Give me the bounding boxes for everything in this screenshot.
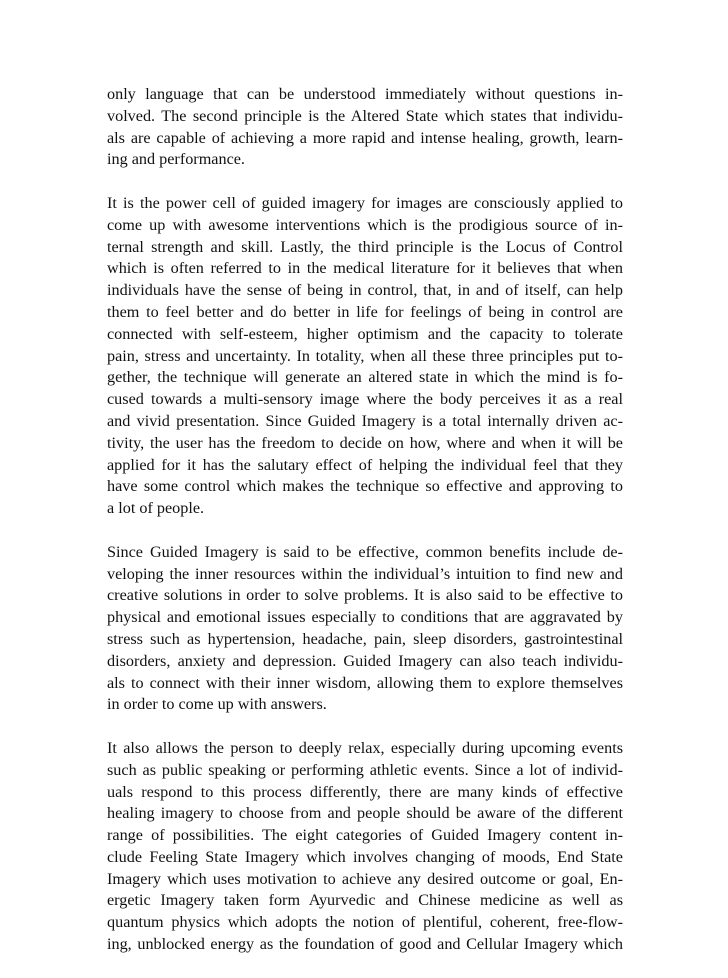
document-page — [107, 84, 623, 978]
text-line: It is the power cell of guided imagery for images are consciously applied to — [107, 193, 623, 212]
text-line: gether, the technique will generate an altered state in which the mind is fo- — [107, 368, 623, 387]
text-line: veloping the inner resources within the individual’s intuition to find new and — [107, 564, 623, 583]
text-line: creative solutions in order to solve problems. It is also said to be effective to — [107, 586, 623, 605]
text-line: uals respond to this process differently, there are many kinds of effective — [107, 782, 623, 801]
text-line: ergetic Imagery taken form Ayurvedic and Chinese medicine as well as — [107, 891, 623, 910]
text-line: individuals have the sense of being in control, that, in and of itself, can help — [107, 281, 623, 300]
paragraph — [107, 193, 623, 520]
paragraph — [107, 84, 623, 171]
text-line: ing, unblocked energy as the foundation of good and Cellular Imagery which — [107, 935, 623, 954]
text-line: healing imagery to choose from and people should be aware of the different — [107, 804, 623, 823]
text-line: such as public speaking or performing athletic events. Since a lot of individ- — [107, 760, 623, 779]
text-line: als are capable of achieving a more rapid and intense healing, growth, learn- — [107, 128, 623, 147]
text-line: them to feel better and do better in life for feelings of being in control are — [107, 302, 623, 321]
paragraph — [107, 738, 623, 956]
text-line: ing and performance. — [107, 150, 245, 169]
text-line: Imagery which uses motivation to achieve any desired outcome or goal, En- — [107, 869, 623, 888]
text-line: als to connect with their inner wisdom, allowing them to explore themselves — [107, 673, 623, 692]
text-line: ternal strength and skill. Lastly, the third principle is the Locus of Control — [107, 237, 623, 256]
text-line: cused towards a multi-sensory image where the body perceives it as a real — [107, 390, 623, 409]
text-line: Since Guided Imagery is said to be effective, common benefits include de- — [107, 542, 623, 561]
text-line: only language that can be understood immediately without questions in- — [107, 85, 623, 103]
text-line: range of possibilities. The eight categories of Guided Imagery content in- — [107, 826, 623, 845]
paragraph — [107, 542, 623, 716]
text-line: quantum physics which adopts the notion of plentiful, coherent, free-flow- — [107, 913, 623, 932]
text-line: have some control which makes the technique so effective and approving to — [107, 477, 623, 496]
text-line: which is often referred to in the medical literature for it believes that when — [107, 259, 623, 278]
text-line: pain, stress and uncertainty. In totality, when all these three principles put to- — [107, 346, 623, 365]
text-line: clude Feeling State Imagery which involves changing of moods, End State — [107, 847, 623, 866]
text-line: disorders, anxiety and depression. Guided Imagery can also teach individu- — [107, 651, 623, 670]
text-line: It also allows the person to deeply relax, especially during upcoming events — [107, 738, 623, 757]
text-line: and vivid presentation. Since Guided Imagery is a total internally driven ac- — [107, 411, 623, 430]
text-line: volved. The second principle is the Altered State which states that individu- — [107, 106, 623, 125]
text-line: tivity, the user has the freedom to decide on how, where and when it will be — [107, 433, 623, 452]
text-line: applied for it has the salutary effect of helping the individual feel that they — [107, 455, 623, 474]
text-line: physical and emotional issues especially to conditions that are aggravated by — [107, 608, 623, 627]
text-line: a lot of people. — [107, 499, 205, 518]
text-line: stress such as hypertension, headache, pain, sleep disorders, gastrointestinal — [107, 629, 623, 648]
text-line: connected with self-esteem, higher optimism and the capacity to tolerate — [107, 324, 623, 343]
text-line: come up with awesome interventions which is the prodigious source of in- — [107, 215, 623, 234]
text-line: in order to come up with answers. — [107, 695, 327, 714]
